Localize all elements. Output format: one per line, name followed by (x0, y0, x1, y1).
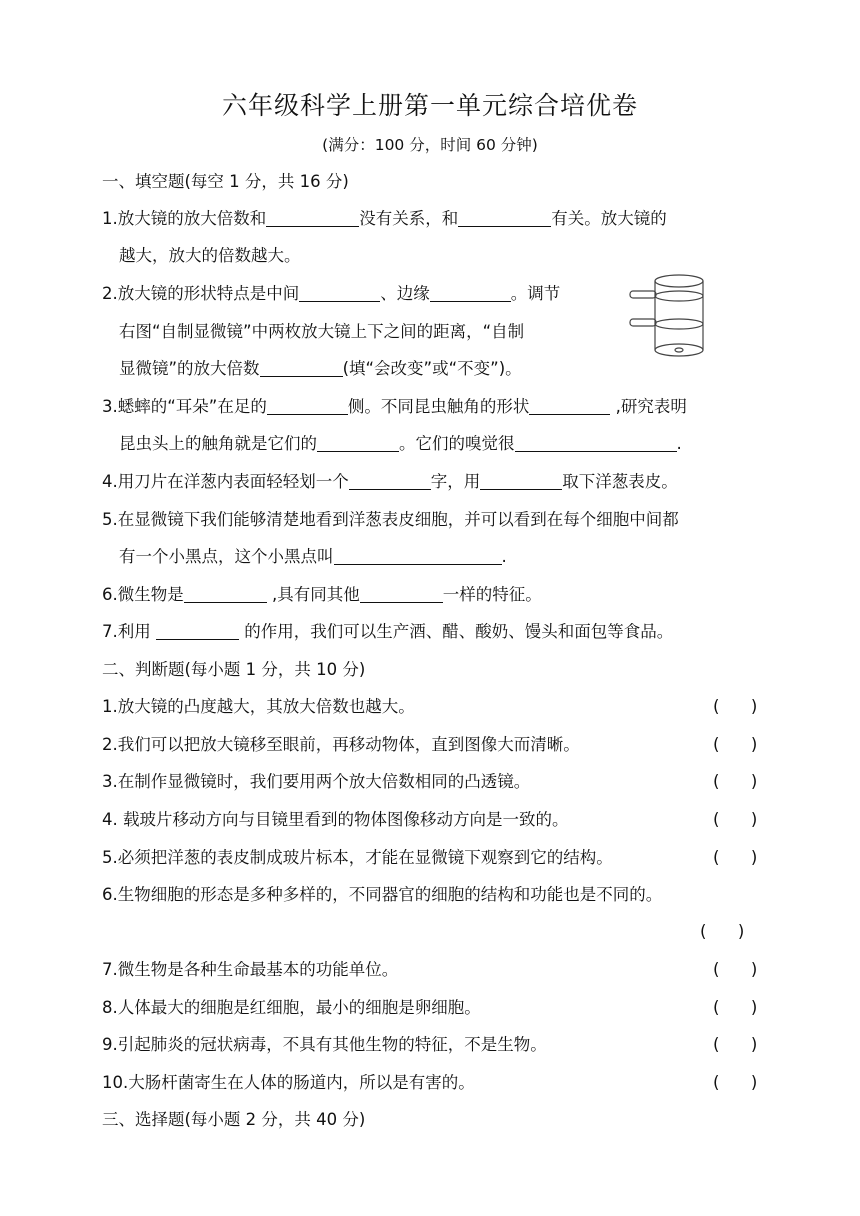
tf-answer-box[interactable]: ( ) (713, 1035, 758, 1054)
tf-question-6: 6.生物细胞的形态是多种多样的，不同器官的细胞的结构和功能也是不同的。 (102, 885, 663, 904)
tf-answer-box[interactable]: ( ) (713, 697, 758, 716)
tf-answer-box[interactable]: ( ) (713, 998, 758, 1017)
question-3-line-1: 3.蟋蟀的“耳朵”在足的 侧。不同昆虫触角的形状 ,研究表明 (102, 397, 687, 416)
section-heading-fill-in: 一、填空题(每空 1 分，共 16 分) (102, 172, 349, 191)
tf-question-3: 3.在制作显微镜时，我们要用两个放大倍数相同的凸透镜。 (102, 772, 531, 791)
answer-blank[interactable] (515, 433, 677, 452)
answer-blank[interactable] (317, 433, 399, 452)
answer-blank[interactable] (299, 283, 380, 302)
tf-question-1: 1.放大镜的凸度越大，其放大倍数也越大。 (102, 697, 415, 716)
tf-question-4: 4. 载玻片移动方向与目镜里看到的物体图像移动方向是一致的。 (102, 810, 569, 829)
answer-blank[interactable] (349, 471, 431, 490)
answer-blank[interactable] (360, 584, 443, 603)
answer-blank[interactable] (184, 584, 267, 603)
answer-blank[interactable] (430, 283, 511, 302)
section-heading-multiple-choice: 三、选择题(每小题 2 分，共 40 分) (102, 1110, 366, 1129)
tf-answer-box[interactable]: ( ) (713, 810, 758, 829)
section-heading-true-false: 二、判断题(每小题 1 分，共 10 分) (102, 660, 366, 679)
question-6: 6.微生物是 ,具有同其他 一样的特征。 (102, 585, 542, 604)
question-2-line-3: 显微镜”的放大倍数 (填“会改变”或“不变”)。 (119, 359, 522, 378)
tf-answer-box[interactable]: ( ) (713, 1073, 758, 1092)
question-2-line-2: 右图“自制显微镜”中两枚放大镜上下之间的距离，“自制 (119, 322, 525, 341)
question-7: 7.利用 的作用，我们可以生产酒、醋、酸奶、馒头和面包等食品。 (102, 622, 674, 641)
answer-blank[interactable] (267, 396, 348, 415)
question-1-line-1: 1.放大镜的放大倍数和 没有关系，和 有关。放大镜的 (102, 209, 667, 228)
question-2-line-1: 2.放大镜的形状特点是中间 、边缘 。调节 (102, 284, 561, 303)
tf-question-10: 10.大肠杆菌寄生在人体的肠道内，所以是有害的。 (102, 1073, 475, 1092)
microscope-figure (624, 270, 714, 362)
question-5-line-1: 5.在显微镜下我们能够清楚地看到洋葱表皮细胞，并可以看到在每个细胞中间都 (102, 510, 679, 529)
answer-blank[interactable] (156, 621, 239, 640)
tf-answer-box[interactable]: ( ) (700, 922, 745, 941)
tf-answer-box[interactable]: ( ) (713, 848, 758, 867)
tf-answer-box[interactable]: ( ) (713, 735, 758, 754)
tf-question-8: 8.人体最大的细胞是红细胞，最小的细胞是卵细胞。 (102, 998, 481, 1017)
question-1-line-2: 越大，放大的倍数越大。 (119, 246, 301, 265)
answer-blank[interactable] (529, 396, 610, 415)
tf-question-5: 5.必须把洋葱的表皮制成玻片标本，才能在显微镜下观察到它的结构。 (102, 848, 613, 867)
question-5-line-2: 有一个小黑点，这个小黑点叫 . (119, 547, 507, 566)
tf-question-9: 9.引起肺炎的冠状病毒，不具有其他生物的特征，不是生物。 (102, 1035, 547, 1054)
tf-question-2: 2.我们可以把放大镜移至眼前，再移动物体，直到图像大而清晰。 (102, 735, 580, 754)
tf-answer-box[interactable]: ( ) (713, 772, 758, 791)
answer-blank[interactable] (458, 208, 551, 227)
tf-question-7: 7.微生物是各种生命最基本的功能单位。 (102, 960, 399, 979)
question-3-line-2: 昆虫头上的触角就是它们的 。它们的嗅觉很 . (119, 434, 682, 453)
page-title: 六年级科学上册第一单元综合培优卷 (221, 91, 638, 120)
tf-answer-box[interactable]: ( ) (713, 960, 758, 979)
question-4: 4.用刀片在洋葱内表面轻轻划一个 字，用 取下洋葱表皮。 (102, 472, 678, 491)
page-subtitle: (满分：100 分，时间 60 分钟) (322, 136, 538, 154)
answer-blank[interactable] (480, 471, 562, 490)
answer-blank[interactable] (334, 546, 502, 565)
answer-blank[interactable] (266, 208, 359, 227)
answer-blank[interactable] (260, 358, 343, 377)
